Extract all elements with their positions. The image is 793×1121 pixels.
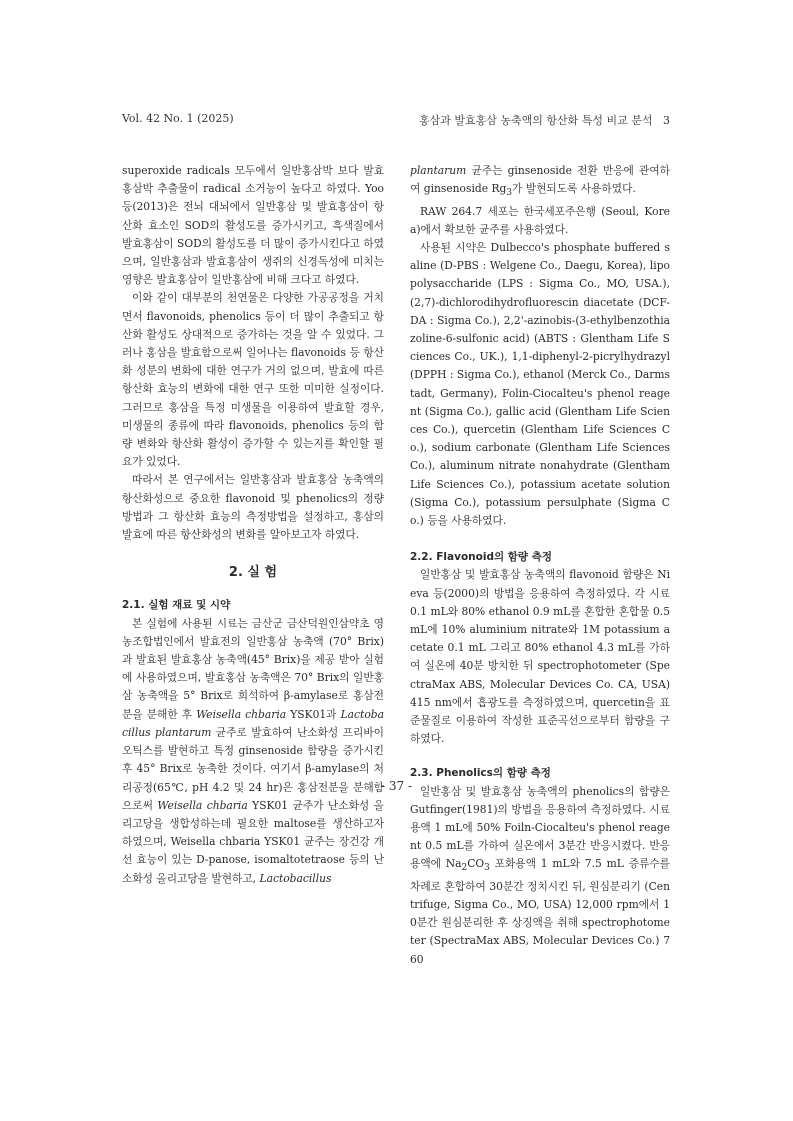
running-title: 홍삼과 발효홍삼 농축액의 항산화 특성 비교 분석 3 bbox=[419, 114, 670, 127]
subsection-heading: 2.1. 실험 재료 및 시약 bbox=[122, 599, 231, 612]
species-name: Lactobacillus bbox=[259, 871, 332, 885]
species-name: Lactobacillus plantarum bbox=[122, 707, 384, 739]
paragraph: 일반홍삼 및 발효홍삼 농축액의 phenolics의 함량은 Gutfinger(1981)의 방법을 응용하여 측정하였다. 시료용액 1 mL에 50% Foiln-Ciocalteu's phenol reagent 0.5 mL를 가하여 실온에서 3분간 반응시켰다. 반응용액에 $Na_2CO_3$ 포화용액 1 mL와 7.5 mL 증류수를 차례로 혼합하여 30분간 정치시킨 뒤, 원심분리기 (Centrifuge, Sigma Co., MO, USA) 12,000 rpm에서 10분간 원심분리한 후 상징액을 취해 spectrophotometer (SpectraMax ABS, Molecular Devices Co.) 760 bbox=[410, 784, 671, 966]
paragraph: 본 실험에 사용된 시료는 금산군 금산덕원인삼약초 영농조합법인에서 발효전의 일반홍삼 농축액 (70° Brix)과 발효된 발효홍삼 농축액(45° Brix)을 제공 받아 실험에 사용하였으며, 발효홍삼 농축액은 70° Brix의 일반홍삼 농축액을 5° Brix로 희석하여 β-amylase로 홍삼전분을 분해한 후 Weisella chbaria YSK01과 Lactobacillus plantarum 균주로 발효하여 난소화성 프리바이오틱스를 발현하고 특정 ginsenoside 함량을 증가시킨 후 45° Brix로 농축한 것이다. 여기서 β-amylase의 처리공정(65℃, pH 4.2 및 24 hr)은 홍삼전분을 분해함으로써 Weisella chbaria YSK01 균주가 난소화성 올리고당을 생합성하는데 필요한 maltose를 생산하고자 하였으며, Weisella chbaria YSK01 균주는 장건강 개선 효능이 있는 D-panose, isomaltotetraose 등의 난소화성 올리고당을 발현하고, Lactobacillus bbox=[122, 616, 384, 885]
page-number: - 37 - bbox=[380, 779, 412, 793]
paragraph: plantarum 균주는 ginsenoside 전환 반응에 관여하여 ginsenoside $Rg_3$가 발현되도록 사용하였다. bbox=[410, 164, 670, 199]
paragraph: RAW 264.7 세포는 한국세포주은행 (Seoul, Korea)에서 확보한 균주를 사용하였다. bbox=[410, 204, 670, 236]
paragraph: superoxide radicals 모두에서 일반홍삼박 보다 발효홍삼박 추출물이 radical 소거능이 높다고 하였다. Yoo 등(2013)은 전뇌 대뇌에서 일반홍삼 및 발효홍삼이 항산화 효소인 SOD의 활성도를 증가시키고, 흑색질에서 발효홍삼이 SOD의 활성도를 더 많이 증가시킨다고 하였으며, 일반홍삼과 발효홍삼이 생쥐의 신경독성에 미치는 영향은 발효홍삼이 일반홍삼에 비해 크다고 하였다. bbox=[122, 164, 384, 287]
subsection-heading: 2.3. Phenolics의 함량 측정 bbox=[410, 767, 551, 780]
subsection-heading: 2.2. Flavonoid의 함량 측정 bbox=[410, 551, 552, 564]
right-column bbox=[410, 162, 670, 969]
paragraph: 사용된 시약은 Dulbecco's phosphate buffered saline (D-PBS : Welgene Co., Daegu, Korea), lipopolysaccharide (LPS : Sigma Co., MO, USA.), (2,7)-dichlorodihydrofluorescin diacetate (DCF-DA : Sigma Co.), 2,2'-azinobis-(3-ethylbenzothiazoline-6-sulfonic acid) (ABTS : Glentham Life Sciences Co., UK.), 1,1-diphenyl-2-picrylhydrazyl (DPPH : Sigma Co.), ethanol (Merck Co., Darmstadt, Germany), Folin-Ciocalteu's phenol reagent (Sigma Co.), gallic acid (Glentham Life Sciences Co.), quercetin (Glentham Life Sciences Co.), sodium carbonate (Glentham Life Sciences Co.), aluminum nitrate nonahydrate (Glentham Life Sciences Co.), potassium acetate solution (Sigma Co.), potassium persulphate (Sigma Co.) 등을 사용하였다. bbox=[410, 240, 670, 527]
species-name: Weisella chbaria bbox=[196, 707, 287, 721]
paragraph: 일반홍삼 및 발효홍삼 농축액의 flavonoid 함량은 Nieva 등(2000)의 방법을 응용하여 측정하였다. 각 시료 0.1 mL와 80% ethanol 0.9 mL를 혼합한 혼합물 0.5 mL에 10% aluminium nitrate와 1M potassium acetate 0.1 mL 그리고 80% ethanol 4.3 mL를 가하여 실온에 40분 방치한 뒤 spectrophotometer (SpectraMax ABS, Molecular Devices Co. CA, USA) 415 nm에서 흡광도를 측정하였으며, quercetin을 표준물질로 이용하여 작성한 표준곡선으로부터 함량을 구하였다. bbox=[410, 568, 670, 746]
species-name: Weisella chbaria bbox=[157, 798, 248, 812]
journal-volume: Vol. 42 No. 1 (2025) bbox=[122, 112, 234, 125]
paragraph: 따라서 본 연구에서는 일반홍삼과 발효홍삼 농축액의 항산화성으로 중요한 flavonoid 및 phenolics의 정량방법과 그 항산화 효능의 측정방법을 설정하고, 홍삼의 발효에 따른 항산화성의 변화를 알아보고자 하였다. bbox=[122, 473, 384, 542]
section-title: 2. 실 험 bbox=[228, 565, 278, 581]
header-page-number: 3 bbox=[663, 114, 670, 127]
species-name: plantarum bbox=[410, 164, 467, 177]
paragraph: 이와 같이 대부분의 천연물은 다양한 가공공정을 거치면서 flavonoids, phenolics 등이 더 많이 추출되고 항산화 활성도 상대적으로 증가하는 것을 알 수 있었다. 그러나 홍삼을 발효함으로써 일어나는 flavonoids 등 항산화 성분의 변화에 대한 연구가 거의 없으며, 발효에 따른 항산화 효능의 변화에 대한 연구 또한 미미한 실정이다. 그러므로 홍삼을 특정 미생물을 이용하여 발효할 경우, 미생물의 종류에 따라 flavonoids, phenolics 등의 함량 변화와 항산화 활성이 증가할 수 있는지를 확인할 필요가 있었다. bbox=[122, 291, 384, 469]
